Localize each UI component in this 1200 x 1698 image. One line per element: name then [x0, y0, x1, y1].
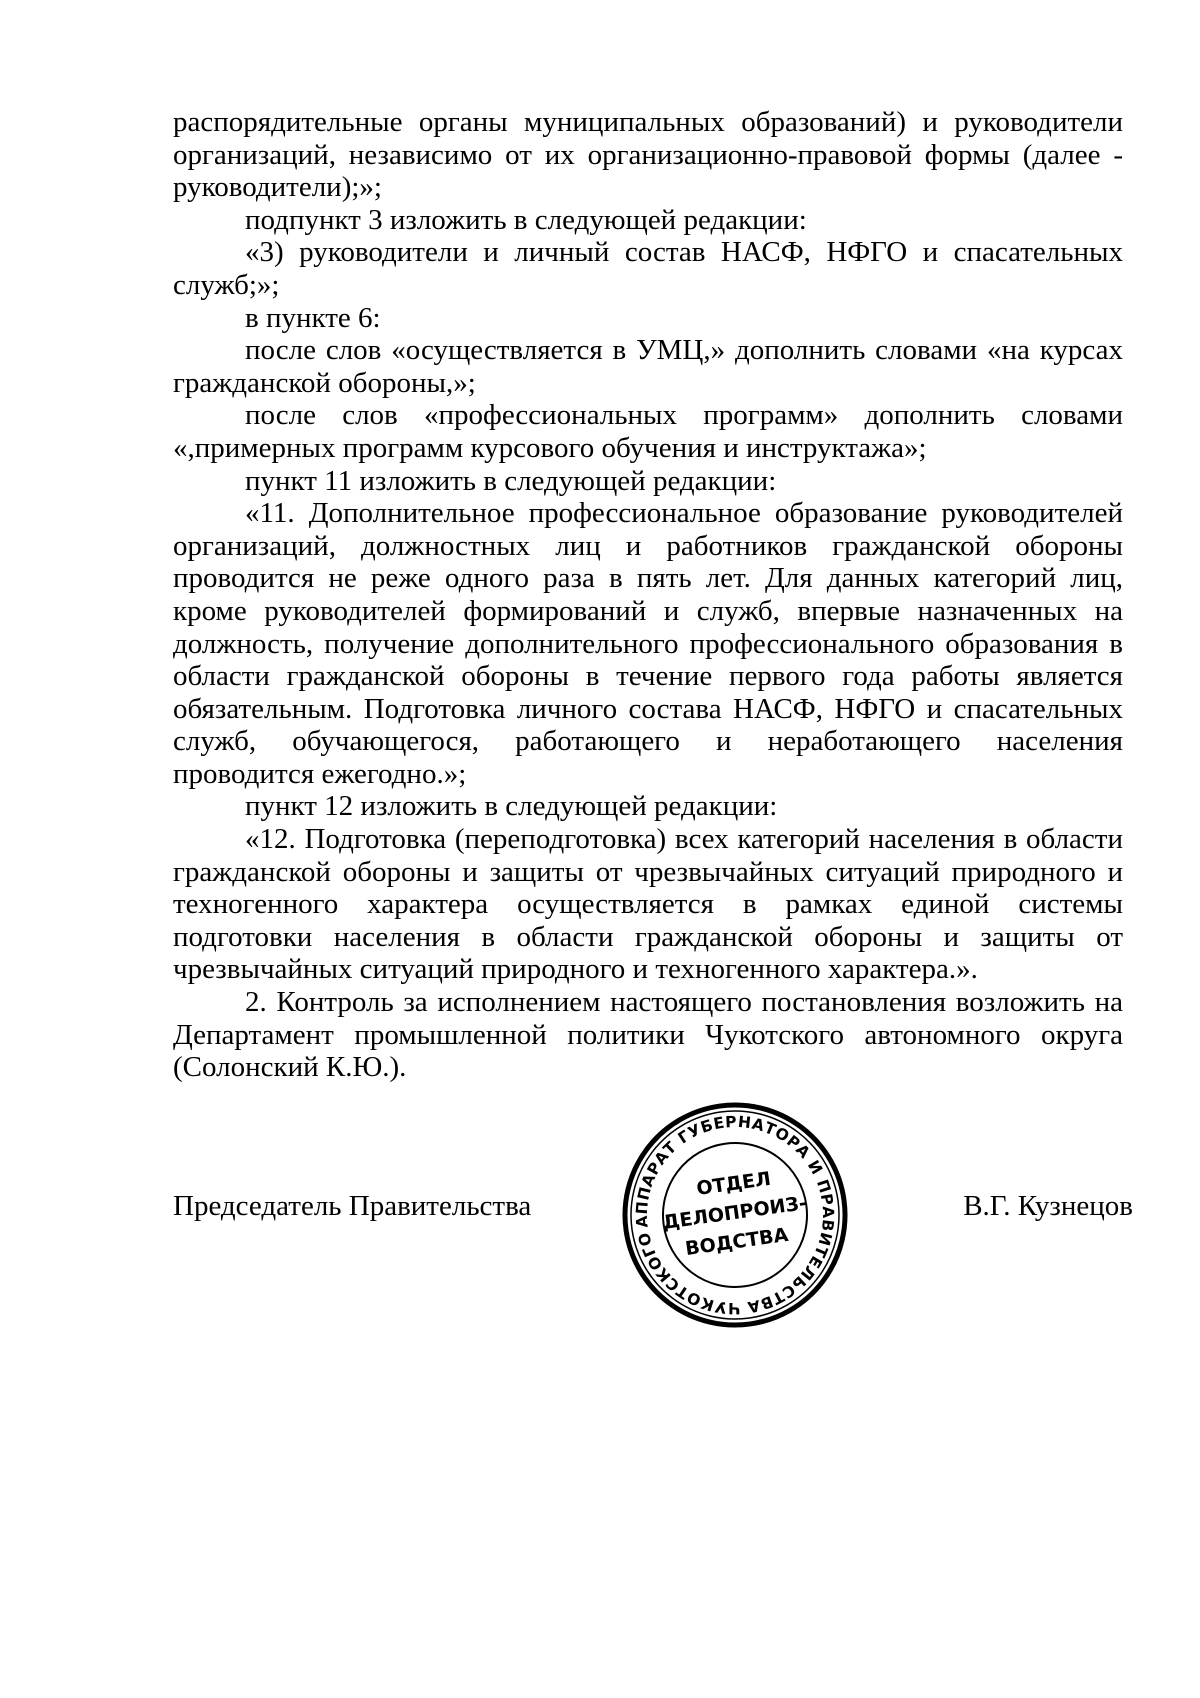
paragraph: пункт 12 изложить в следующей редакции:	[245, 790, 778, 823]
stamp-ring-text: АППАРАТ ГУБЕРНАТОРА И ПРАВИТЕЛЬСТВА ЧУКОТСКОГО	[632, 1112, 838, 1318]
paragraph: «12. Подготовка (переподготовка) всех категорий населения в области гражданской обороны и защиты от чрезвычайных ситуаций природного и техногенного характера осуществляется в рамках единой системы подготовки населения в области гражданской обороны и защиты от чрезвычайных ситуаций природного и техногенного характера.».	[173, 823, 1123, 986]
paragraph: 2. Контроль за исполнением настоящего постановления возложить на Департамент промышленной политики Чукотского автономного округа (Солонский К.Ю.).	[173, 986, 1123, 1084]
signatory-position: Председатель Правительства	[173, 1190, 532, 1222]
stamp-center-line-1: ОТДЕЛ	[695, 1167, 773, 1200]
paragraph: в пункте 6:	[245, 301, 381, 334]
paragraph: после слов «профессиональных программ» дополнить словами «,примерных программ курсового обучения и инструктажа»;	[173, 399, 1123, 464]
signatory-name: В.Г. Кузнецов	[963, 1190, 1133, 1222]
signature-block	[0, 1186, 1200, 1226]
paragraph: распорядительные органы муниципальных образований) и руководители организаций, независимо от их организационно-правовой формы (далее - руководители);»;	[173, 106, 1123, 204]
paragraph: пункт 11 изложить в следующей редакции:	[245, 464, 777, 497]
paragraph: «3) руководители и личный состав НАСФ, НФГО и спасательных служб;»;	[173, 236, 1123, 301]
paragraph: подпункт 3 изложить в следующей редакции:	[245, 203, 807, 236]
document-body	[173, 106, 1123, 1084]
stamp-center-line-3: ВОДСТВА	[683, 1223, 790, 1261]
paragraph: «11. Дополнительное профессиональное образование руководителей организаций, должностных лиц и работников гражданской обороны проводится не реже одного раза в пять лет. Для данных категорий лиц, кроме руководителей формирований и служб, впервые назначенных на должность, получение дополнительного профессионального образования в области гражданской обороны в течение первого года работы является обязательным. Подготовка личного состава НАСФ, НФГО и спасательных служб, обучающегося, работающего и неработающего населения проводится ежегодно.»;	[173, 497, 1123, 790]
official-stamp	[620, 1100, 850, 1330]
stamp-center-line-2: ДЕЛОПРОИЗ-	[661, 1192, 809, 1235]
stamp-seal-icon	[620, 1100, 850, 1330]
paragraph: после слов «осуществляется в УМЦ,» дополнить словами «на курсах гражданской обороны,»;	[173, 334, 1123, 399]
